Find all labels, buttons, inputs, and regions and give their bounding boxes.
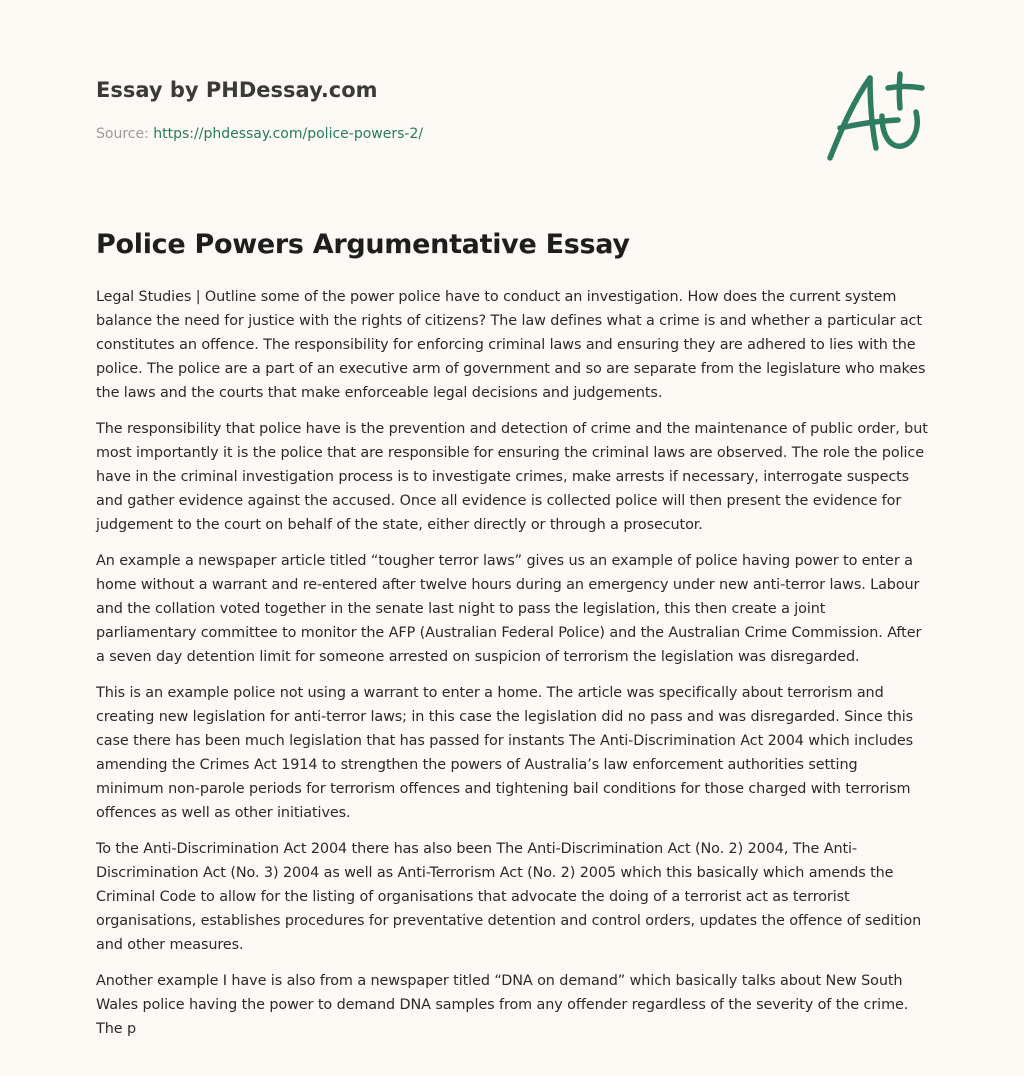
essay-paragraph: To the Anti-Discrimination Act 2004 there has also been The Anti-Discrimination Act (No. 2) 2004, The Anti-Discrimination Act (No. 3) 2004 as well as Anti-Terrorism Act (No. 2) 2005 which this basically which amends the Criminal Code to allow for the listing of organisations that advocate the doing of a terrorist act as terrorist organisations, establishes procedures for preventative detention and control orders, updates the offence of sedition and other measures.: [96, 841, 922, 953]
essay-paragraph: An example a newspaper article titled “tougher terror laws” gives us an example of police having power to enter a home without a warrant and re-entered after twelve hours during an emergency under new anti-terror laws. Labour and the collation voted together in the senate last night to pass the legislation, this then create a joint parliamentary committee to monitor the AFP (Australian Federal Police) and the Australian Crime Commission. After a seven day detention limit for someone arrested on suspicion of terrorism the legislation was disregarded.: [96, 553, 922, 665]
source-label: Source:: [96, 126, 149, 142]
source-line: [96, 124, 796, 144]
essay-paragraph: This is an example police not using a warrant to enter a home. The article was specifically about terrorism and creating new legislation for anti-terror laws; in this case the legislation did no pass and was disregarded. Since this case there has been much legislation that has passed for instants The Anti-Discrimination Act 2004 which includes amending the Crimes Act 1914 to strengthen the powers of Australia’s law enforcement authorities setting minimum non-parole periods for terrorism offences and tightening bail conditions for those charged with terrorism offences as well as other initiatives.: [96, 685, 914, 821]
source-link[interactable]: https://phdessay.com/police-powers-2/: [153, 126, 424, 142]
site-header: [96, 76, 796, 144]
site-title: Essay by PHDessay.com: [96, 78, 378, 102]
essay-paragraph: Another example I have is also from a newspaper titled “DNA on demand” which basically talks about New South Wales police having the power to demand DNA samples from any offender regardless of the severity of the crime. The p: [96, 973, 909, 1037]
a-plus-grade-icon: [820, 66, 930, 166]
essay-body: [96, 285, 928, 1053]
essay-paragraph: The responsibility that police have is the prevention and detection of crime and the maintenance of public order, but most importantly it is the police that are responsible for ensuring the criminal laws are observed. The role the police have in the criminal investigation process is to investigate crimes, make arrests if necessary, interrogate suspects and gather evidence against the accused. Once all evidence is collected police will then present the evidence for judgement to the court on behalf of the state, either directly or through a prosecutor.: [96, 421, 928, 533]
essay-title: Police Powers Argumentative Essay: [96, 229, 630, 260]
essay-paragraph: Legal Studies | Outline some of the power police have to conduct an investigation. How does the current system balance the need for justice with the rights of citizens? The law defines what a crime is and whether a particular act constitutes an offence. The responsibility for enforcing criminal laws and ensuring they are adhered to lies with the police. The police are a part of an executive arm of government and so are separate from the legislature who makes the laws and the courts that make enforceable legal decisions and judgements.: [96, 289, 926, 401]
